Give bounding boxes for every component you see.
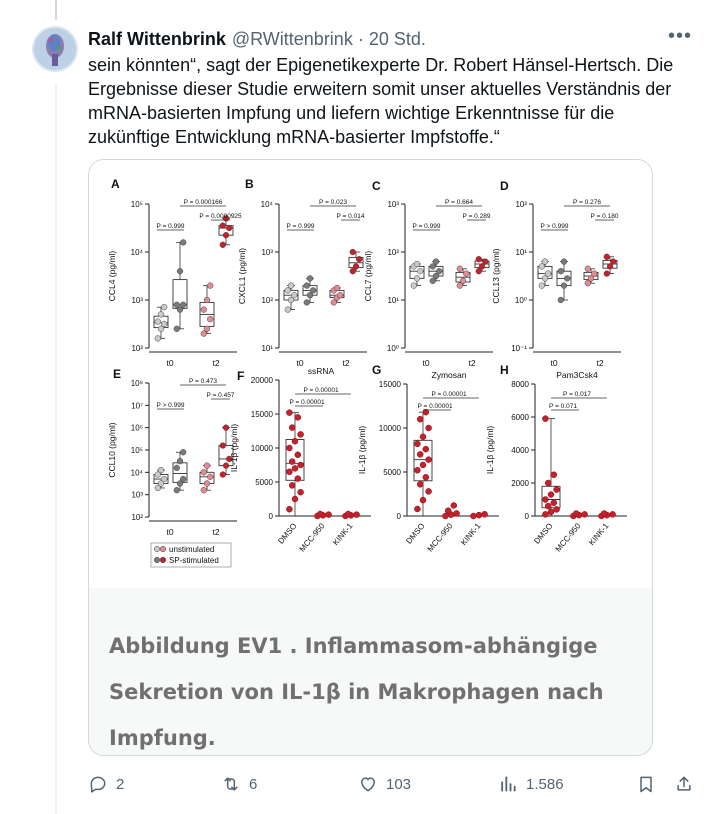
- analytics-icon: [498, 774, 518, 794]
- p-value-label: P = 0.664: [445, 199, 473, 206]
- x-tick-label: KINK-1: [587, 521, 611, 548]
- data-point: [317, 511, 323, 517]
- data-point: [476, 512, 482, 518]
- p-value-label: P = 0.999: [156, 223, 185, 230]
- reply-count: 2: [116, 775, 125, 793]
- caption-line: Sekretion von IL-1β in Makrophagen nach: [109, 680, 604, 704]
- data-point: [420, 434, 426, 440]
- reply-icon: [88, 774, 108, 794]
- author-handle[interactable]: @RWittenbrink: [231, 28, 353, 49]
- data-point: [561, 259, 567, 265]
- data-point: [295, 414, 301, 420]
- data-point: [414, 276, 420, 282]
- data-point: [356, 256, 362, 262]
- media-card[interactable]: [88, 159, 653, 756]
- y-tick-label: 10²: [387, 248, 399, 257]
- separator-dot: ·: [357, 28, 364, 49]
- y-tick-label: 6000: [511, 413, 529, 422]
- data-point: [220, 472, 226, 478]
- data-point: [220, 223, 226, 229]
- data-point: [292, 465, 298, 471]
- data-point: [463, 271, 469, 277]
- data-point: [286, 506, 292, 512]
- y-tick-label: 10³: [387, 200, 399, 209]
- data-point: [545, 480, 551, 486]
- y-tick-label: 10³: [131, 490, 143, 500]
- data-point: [417, 268, 423, 274]
- y-tick-label: 10000: [378, 424, 401, 433]
- y-axis-label: CCL4 (pg/ml): [107, 250, 117, 302]
- y-tick-label: 10⁻¹: [511, 344, 527, 353]
- x-tick-label: t2: [212, 358, 220, 368]
- data-point: [451, 502, 457, 508]
- data-point: [220, 242, 226, 248]
- data-point: [470, 513, 476, 519]
- x-tick-label: t2: [342, 358, 350, 368]
- chart-title: Pam3Csk4: [556, 370, 598, 380]
- caption-area: [89, 588, 652, 756]
- p-value-label: P = 0.180: [590, 213, 619, 220]
- y-tick-label: 10000: [250, 444, 273, 453]
- chart-title: Zymosan: [431, 370, 467, 380]
- y-axis-label: CCL13 (pg/ml): [491, 248, 501, 304]
- y-axis-label: IL-1β (pg/ml): [357, 425, 367, 475]
- y-tick-label: 10⁴: [130, 248, 143, 257]
- p-value-label: P = 0.999: [286, 223, 315, 230]
- data-point: [610, 259, 616, 265]
- x-tick-label: t2: [212, 527, 220, 537]
- data-point: [161, 304, 167, 310]
- data-point: [286, 445, 292, 451]
- y-tick-label: 20000: [250, 376, 273, 385]
- data-point: [310, 288, 316, 294]
- tweet-text: [88, 53, 700, 149]
- data-point: [414, 261, 420, 267]
- data-point: [180, 302, 186, 308]
- y-axis-label: CXCL1 (pg/ml): [237, 247, 247, 305]
- p-value-label: P = 0.0000925: [199, 213, 242, 220]
- data-point: [561, 283, 567, 289]
- y-axis-label: IL-1β (pg/ml): [485, 425, 495, 475]
- p-value-label: P > 0.999: [540, 223, 569, 230]
- y-tick-label: 10³: [261, 248, 273, 257]
- data-point: [564, 276, 570, 282]
- views-button[interactable]: [498, 770, 564, 798]
- data-point: [334, 285, 340, 291]
- data-point: [423, 446, 429, 452]
- data-point: [414, 506, 420, 512]
- tweet-text-line: Ergebnisse dieser Studie erweitern somit unser aktuelles Verständnis der: [88, 79, 672, 99]
- y-tick-label: 10²: [131, 513, 143, 522]
- bookmark-icon: [636, 774, 656, 794]
- p-value-label: P = 0.00001: [417, 403, 453, 410]
- y-tick-label: 10¹: [261, 344, 273, 353]
- data-point: [174, 302, 180, 308]
- data-point: [207, 474, 213, 480]
- data-point: [226, 225, 232, 231]
- data-point: [454, 510, 460, 516]
- p-value-label: P = 0.071: [549, 403, 577, 410]
- data-point: [411, 283, 417, 289]
- like-button[interactable]: [358, 770, 411, 798]
- data-point: [460, 278, 466, 284]
- data-point: [573, 511, 579, 517]
- author-name[interactable]: Ralf Wittenbrink: [88, 28, 226, 49]
- y-tick-label: 5000: [383, 468, 401, 477]
- y-tick-label: 5000: [255, 478, 273, 487]
- y-tick-label: 10⁵: [130, 200, 143, 209]
- data-point: [155, 319, 161, 325]
- y-tick-label: 10⁴: [130, 468, 143, 478]
- data-point: [174, 326, 180, 332]
- data-point: [345, 511, 351, 517]
- data-point: [426, 488, 432, 494]
- y-tick-label: 2000: [511, 479, 529, 488]
- data-point: [542, 497, 548, 503]
- data-point: [177, 268, 183, 274]
- data-point: [585, 266, 591, 272]
- data-point: [292, 496, 298, 502]
- y-axis-label: CCL10 (pg/ml): [107, 422, 117, 478]
- data-point: [542, 511, 548, 517]
- p-value-label: P = 0.000166: [183, 199, 223, 206]
- x-tick-label: DMSO: [276, 521, 299, 546]
- data-point: [436, 268, 442, 274]
- data-point: [353, 264, 359, 270]
- y-tick-label: 10²: [515, 200, 527, 209]
- data-point: [180, 449, 186, 455]
- data-point: [298, 462, 304, 468]
- avatar[interactable]: [32, 26, 78, 72]
- data-point: [207, 283, 213, 289]
- panel-label: B: [245, 177, 254, 191]
- y-tick-label: 10⁰: [386, 344, 399, 353]
- reply-button[interactable]: [88, 770, 124, 798]
- action-bar: [88, 770, 700, 800]
- x-tick-label: t0: [422, 358, 430, 368]
- x-tick-label: t0: [550, 358, 558, 368]
- x-tick-label: KINK-1: [459, 521, 483, 548]
- y-tick-label: 10⁷: [131, 401, 143, 411]
- data-point: [558, 297, 564, 303]
- y-tick-label: 10⁰: [514, 296, 527, 305]
- data-point: [610, 511, 616, 517]
- panel-label: A: [111, 177, 120, 191]
- data-point: [161, 476, 167, 482]
- data-point: [298, 431, 304, 437]
- data-point: [289, 425, 295, 431]
- thread-connector: [55, 0, 57, 20]
- data-point: [457, 266, 463, 272]
- y-tick-label: 10⁵: [130, 446, 143, 455]
- caption-line: Impfung.: [109, 726, 216, 750]
- y-tick-label: 10²: [261, 296, 273, 305]
- p-value-label: P = 0.276: [573, 199, 601, 206]
- tweet-text-line: sein könnten“, sagt der Epigenetikexperte Dr. Robert Hänsel-Hertsch. Die: [88, 55, 674, 75]
- panel-label: G: [372, 363, 382, 377]
- legend-marker: [160, 546, 166, 552]
- y-tick-label: 10²: [131, 344, 143, 353]
- data-point: [180, 476, 186, 482]
- data-point: [289, 482, 295, 488]
- data-point: [545, 503, 551, 509]
- legend-marker: [154, 546, 160, 552]
- data-point: [286, 469, 292, 475]
- data-point: [604, 254, 610, 260]
- data-point: [433, 259, 439, 265]
- data-point: [174, 465, 180, 471]
- y-tick-label: 15000: [250, 410, 273, 419]
- y-tick-label: 0: [268, 512, 273, 521]
- x-tick-label: DMSO: [532, 521, 555, 546]
- data-point: [582, 511, 588, 517]
- data-point: [304, 300, 310, 306]
- data-point: [285, 307, 291, 313]
- tweet-text-line: mRNA-basierten Impfung und liefern wichtige Erkenntnisse für die: [88, 103, 615, 123]
- data-point: [201, 487, 207, 493]
- data-point: [542, 416, 548, 422]
- panel-label: E: [113, 367, 122, 381]
- x-tick-label: t0: [166, 358, 174, 368]
- p-value-label: P > 0.999: [156, 402, 185, 409]
- repost-icon: [221, 774, 241, 794]
- panel-label: F: [237, 369, 245, 383]
- panel-label: H: [500, 363, 509, 377]
- data-point: [304, 283, 310, 289]
- data-point: [286, 410, 292, 416]
- y-tick-label: 10⁸: [130, 379, 143, 388]
- y-tick-label: 10¹: [515, 248, 527, 257]
- data-point: [220, 443, 226, 449]
- data-point: [548, 509, 554, 515]
- data-point: [288, 283, 294, 289]
- data-point: [417, 416, 423, 422]
- data-point: [291, 292, 297, 298]
- legend-marker: [154, 557, 160, 563]
- heart-icon: [358, 774, 378, 794]
- x-tick-label: t2: [468, 358, 476, 368]
- data-point: [414, 467, 420, 473]
- data-point: [289, 459, 295, 465]
- data-point: [548, 492, 554, 498]
- data-point: [604, 271, 610, 277]
- y-tick-label: 15000: [378, 380, 401, 389]
- data-point: [423, 474, 429, 480]
- repost-count: 6: [249, 775, 258, 793]
- data-point: [177, 458, 183, 464]
- p-value-label: P = 0.00001: [431, 391, 467, 398]
- figure-image: [89, 160, 652, 588]
- data-point: [295, 452, 301, 458]
- x-tick-label: KINK-1: [331, 521, 355, 548]
- data-point: [204, 297, 210, 303]
- y-tick-label: 0: [396, 512, 401, 521]
- y-tick-label: 10⁶: [130, 423, 143, 433]
- y-tick-label: 4000: [511, 446, 529, 455]
- data-point: [551, 472, 557, 478]
- data-point: [207, 316, 213, 322]
- legend-marker: [160, 557, 166, 563]
- data-point: [326, 512, 332, 518]
- data-point: [445, 508, 451, 514]
- data-point: [201, 307, 207, 313]
- data-point: [554, 506, 560, 512]
- x-tick-label: t0: [166, 527, 174, 537]
- p-value-label: P = 0.999: [412, 223, 441, 230]
- x-tick-label: t2: [596, 358, 604, 368]
- avatar-image: [32, 26, 78, 72]
- legend-label: unstimulated: [169, 545, 215, 554]
- p-value-label: P = 0.023: [319, 199, 347, 206]
- data-point: [298, 489, 304, 495]
- data-point: [417, 481, 423, 487]
- view-count: 1.586: [526, 775, 564, 793]
- p-value-label: P = 0.017: [563, 391, 591, 398]
- share-icon: [674, 774, 694, 794]
- y-axis-label: IL-1β (pg/ml): [229, 423, 239, 473]
- data-point: [539, 283, 545, 289]
- data-point: [426, 425, 432, 431]
- data-point: [426, 457, 432, 463]
- data-point: [420, 497, 426, 503]
- p-value-label: P = 0.289: [462, 213, 491, 220]
- more-options-icon[interactable]: •••: [667, 25, 692, 47]
- bookmark-button[interactable]: [636, 770, 664, 798]
- data-point: [350, 249, 356, 255]
- data-point: [295, 476, 301, 482]
- y-tick-label: 10¹: [387, 296, 399, 305]
- like-count: 103: [386, 775, 412, 793]
- thread-connector-bottom: [55, 84, 57, 814]
- data-point: [417, 451, 423, 457]
- repost-button[interactable]: [221, 770, 257, 798]
- data-point: [558, 268, 564, 274]
- data-point: [337, 292, 343, 298]
- data-point: [161, 321, 167, 327]
- data-point: [554, 487, 560, 493]
- p-value-label: P = 0.457: [206, 392, 235, 399]
- x-tick-label: t0: [296, 358, 304, 368]
- data-point: [476, 256, 482, 262]
- data-point: [442, 513, 448, 519]
- data-point: [542, 259, 548, 265]
- y-tick-label: 8000: [511, 380, 529, 389]
- data-point: [551, 500, 557, 506]
- data-point: [180, 240, 186, 246]
- tweet-text-line: zukünftige Entwicklung mRNA-basierter Impfstoffe.“: [88, 127, 500, 147]
- data-point: [201, 469, 207, 475]
- data-point: [174, 487, 180, 493]
- caption-line: Abbildung EV1 . Inflammasom-abhängige: [109, 634, 598, 658]
- y-tick-label: 10⁴: [260, 200, 273, 209]
- data-point: [292, 438, 298, 444]
- data-point: [307, 276, 313, 282]
- p-value-label: P = 0.00001: [303, 387, 339, 394]
- x-tick-label: MCC-950: [425, 521, 455, 554]
- data-point: [414, 441, 420, 447]
- data-point: [158, 312, 164, 318]
- timestamp[interactable]: 20 Std.: [368, 28, 426, 49]
- tweet-header: [88, 27, 700, 51]
- share-button[interactable]: [674, 770, 702, 798]
- p-value-label: P = 0.473: [189, 378, 217, 385]
- data-point: [482, 259, 488, 265]
- y-tick-label: 0: [524, 512, 529, 521]
- data-point: [204, 481, 210, 487]
- data-point: [204, 463, 210, 469]
- panel-label: C: [372, 179, 381, 193]
- data-point: [155, 336, 161, 342]
- y-axis-label: CCL7 (pg/ml): [363, 250, 373, 302]
- data-point: [601, 511, 607, 517]
- x-tick-label: MCC-950: [553, 521, 583, 554]
- y-tick-label: 10³: [131, 296, 143, 305]
- data-point: [545, 271, 551, 277]
- data-point: [591, 271, 597, 277]
- data-point: [158, 467, 164, 473]
- data-point: [482, 511, 488, 517]
- data-point: [420, 462, 426, 468]
- data-point: [354, 512, 360, 518]
- p-value-label: P = 0.00001: [289, 399, 325, 406]
- x-tick-label: DMSO: [404, 521, 427, 546]
- x-tick-label: MCC-950: [297, 521, 327, 554]
- legend-label: SP-stimulated: [169, 556, 219, 565]
- chart-title: ssRNA: [307, 366, 335, 376]
- p-value-label: P = 0.014: [336, 213, 365, 220]
- data-point: [223, 232, 229, 238]
- data-point: [204, 326, 210, 332]
- panel-label: D: [500, 179, 509, 193]
